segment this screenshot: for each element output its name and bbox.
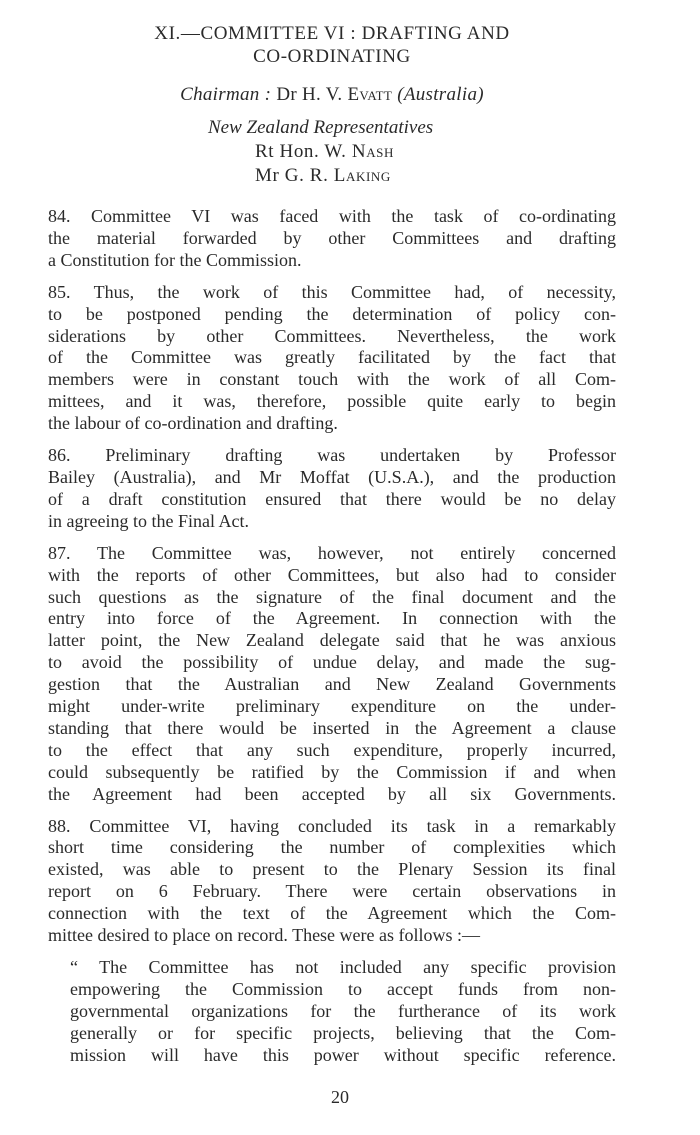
text-line: mittees, and it was, therefore, possible quite early to begin bbox=[48, 391, 616, 412]
document-page bbox=[48, 22, 616, 1067]
text-line: members were in constant touch with the work of all Com- bbox=[48, 369, 616, 390]
paragraph-87 bbox=[48, 543, 616, 806]
text-line: the labour of co-ordination and drafting. bbox=[48, 413, 338, 434]
text-line: generally or for specific projects, believing that the Com- bbox=[70, 1022, 616, 1043]
paragraph-85 bbox=[48, 282, 616, 435]
text-line: latter point, the New Zealand delegate said that he was anxious bbox=[48, 630, 616, 651]
paragraph-88 bbox=[48, 816, 616, 947]
text-line: existed, was able to present to the Plenary Session its final bbox=[48, 859, 616, 880]
text-line: with the reports of other Committees, but also had to consider bbox=[48, 564, 616, 585]
member-prefix: Rt Hon. W. bbox=[255, 141, 352, 162]
text-line: the material forwarded by other Committees and drafting bbox=[48, 227, 616, 248]
member-surname: Nash bbox=[351, 141, 395, 162]
quotation bbox=[48, 957, 616, 1067]
text-line: mittee desired to place on record. These were as follows :— bbox=[48, 925, 481, 946]
heading-line-1: XI.—COMMITTEE VI : DRAFTING AND bbox=[154, 23, 510, 44]
chairman-label: Chairman : bbox=[180, 84, 272, 105]
chairman-line bbox=[48, 83, 616, 106]
text-line: short time considering the number of complexities which bbox=[48, 837, 616, 858]
text-line: mission will have this power without specific reference. bbox=[70, 1044, 616, 1065]
representative-member bbox=[48, 164, 616, 188]
text-line: in agreeing to the Final Act. bbox=[48, 510, 249, 531]
section-heading bbox=[48, 22, 616, 68]
text-line: entry into force of the Agreement. In connection with the bbox=[48, 608, 616, 629]
text-line: gestion that the Australian and New Zealand Governments bbox=[48, 674, 616, 695]
text-line: to avoid the possibility of undue delay, and made the sug- bbox=[48, 652, 616, 673]
page-number: 20 bbox=[331, 1087, 349, 1107]
text-line: 88. Committee VI, having concluded its task in a remarkably bbox=[48, 815, 616, 836]
member-surname: Laking bbox=[333, 165, 391, 186]
text-line: to the effect that any such expenditure, properly incurred, bbox=[48, 739, 616, 760]
text-line: siderations by other Committees. Nevertheless, the work bbox=[48, 325, 616, 346]
text-line: might under-write preliminary expenditure on the under- bbox=[48, 696, 616, 717]
text-line: connection with the text of the Agreement which the Com- bbox=[48, 903, 616, 924]
text-line: 86. Preliminary drafting was undertaken by Professor bbox=[48, 445, 616, 466]
text-line: of the Committee was greatly facilitated by the fact that bbox=[48, 347, 616, 368]
text-line: of a draft constitution ensured that there would be no delay bbox=[48, 488, 616, 509]
text-line: “ The Committee has not included any specific provision bbox=[70, 957, 616, 977]
text-line: 85. Thus, the work of this Committee had, of necessity, bbox=[48, 281, 616, 302]
text-line: could subsequently be ratified by the Commission if and when bbox=[48, 761, 616, 782]
body-text bbox=[48, 206, 616, 1067]
text-line: 87. The Committee was, however, not entirely concerned bbox=[48, 542, 616, 563]
heading-line-2: CO-ORDINATING bbox=[253, 46, 411, 67]
chairman-country: (Australia) bbox=[397, 84, 484, 105]
text-line: report on 6 February. There were certain observations in bbox=[48, 881, 616, 902]
text-line: governmental organizations for the furtherance of its work bbox=[70, 1000, 616, 1021]
representative-member bbox=[48, 140, 616, 164]
chairman-surname: Evatt bbox=[347, 84, 393, 105]
text-line: such questions as the signature of the final document and the bbox=[48, 586, 616, 607]
representatives-block bbox=[48, 116, 616, 188]
text-line: the Agreement had been accepted by all six Governments. bbox=[48, 783, 616, 804]
text-line: 84. Committee VI was faced with the task of co-ordinating bbox=[48, 206, 616, 226]
text-line: Bailey (Australia), and Mr Moffat (U.S.A.), and the production bbox=[48, 466, 616, 487]
representatives-label: New Zealand Representatives bbox=[208, 117, 434, 138]
paragraph-86 bbox=[48, 445, 616, 533]
paragraph-84 bbox=[48, 206, 616, 272]
chairman-name-prefix: Dr H. V. bbox=[276, 84, 348, 105]
text-line: standing that there would be inserted in the Agreement a clause bbox=[48, 717, 616, 738]
text-line: to be postponed pending the determination of policy con- bbox=[48, 303, 616, 324]
text-line: empowering the Commission to accept funds from non- bbox=[70, 978, 616, 999]
member-prefix: Mr G. R. bbox=[255, 165, 334, 186]
text-line: a Constitution for the Commission. bbox=[48, 249, 302, 270]
